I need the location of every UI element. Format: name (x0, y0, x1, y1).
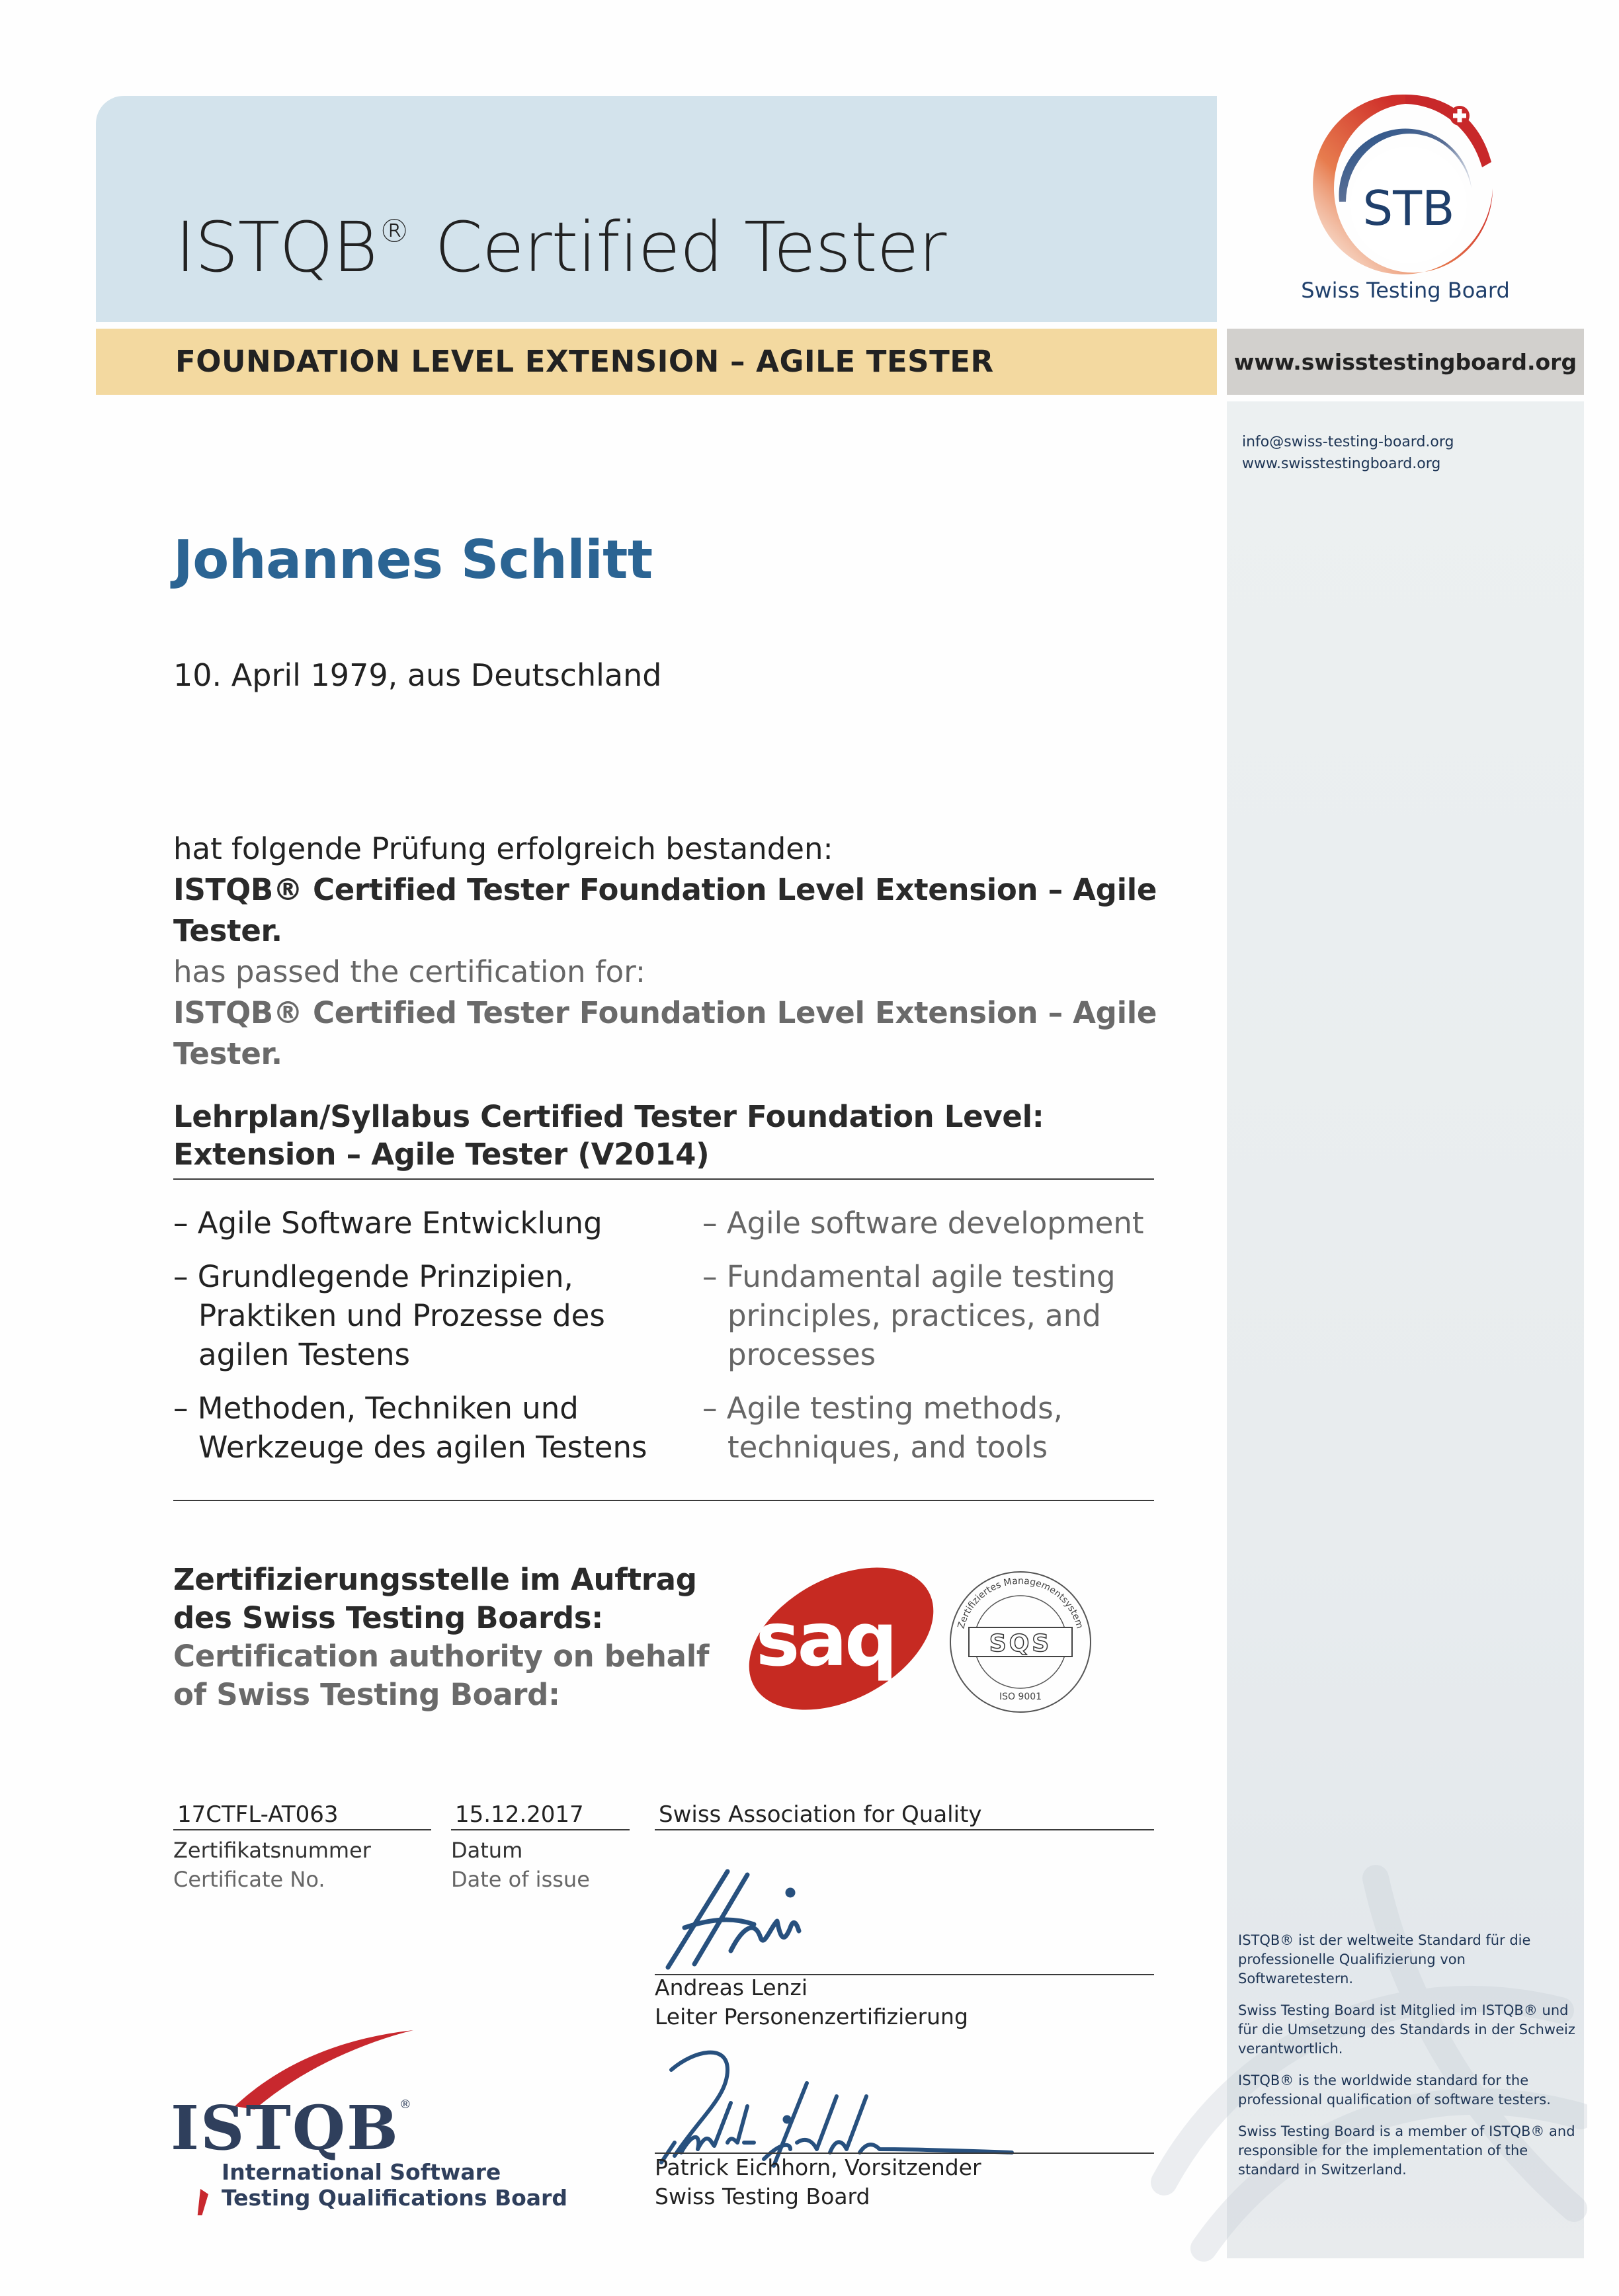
issue-date-label-de: Datum (451, 1838, 523, 1863)
istqb-tagline: International Software Testing Qualifications Board (222, 2159, 567, 2211)
passed-exam-en: ISTQB® Certified Tester Foundation Level Extension – Agile Tester. (173, 995, 1157, 1071)
topic-en-1: – Agile software development (702, 1206, 1144, 1241)
signatory-role: Swiss Testing Board (655, 2184, 870, 2209)
signature-lenzi-icon (655, 1865, 933, 1971)
title-istqb: ISTQB (175, 207, 378, 288)
issuer-name: Swiss Association for Quality (655, 1800, 1154, 1830)
divider (173, 1500, 1154, 1501)
svg-text:ISO 9001: ISO 9001 (999, 1692, 1042, 1702)
syllabus-title-line1: Lehrplan/Syllabus Certified Tester Foundation Level: (173, 1099, 1044, 1134)
certification-authority (173, 1561, 716, 1714)
authority-de-line1: Zertifizierungsstelle im Auftrag (173, 1562, 697, 1597)
authority-de-line2: des Swiss Testing Boards: (173, 1600, 603, 1635)
signatory-name: Patrick Eichhorn, Vorsitzender (655, 2154, 981, 2180)
topic-en-3: – Agile testing methods, techniques, and tools (702, 1391, 1063, 1465)
signatory-eichhorn (655, 2153, 981, 2211)
certificate-title (175, 207, 946, 288)
topic-de-3: – Methoden, Techniken und Werkzeuge des agilen Testens (173, 1391, 647, 1465)
issuer-field (655, 1800, 1154, 1830)
stb-logo-icon (1306, 89, 1505, 281)
svg-text:SQS: SQS (989, 1630, 1052, 1657)
topic-de-1: – Agile Software Entwicklung (173, 1206, 602, 1241)
note-istqb-de: ISTQB® ist der weltweite Standard für die professionelle Qualifizierung von Softwaretestern. (1238, 1932, 1531, 1987)
svg-text:Zertifiziertes Managementsyste: Zertifiziertes Managementsystem (956, 1575, 1085, 1630)
website-link[interactable]: www.swisstestingboard.org (1233, 348, 1577, 375)
sqs-iso-seal-icon (942, 1564, 1098, 1716)
topic-de-2: – Grundlegende Prinzipien, Praktiken und Prozesse des agilen Testens (173, 1259, 605, 1372)
signatory-lenzi (655, 1973, 968, 2031)
topics-english (702, 1204, 1205, 1481)
divider (173, 1178, 1154, 1180)
passed-intro-de: hat folgende Prüfung erfolgreich bestanden: (173, 831, 833, 866)
contact-website[interactable]: www.swisstestingboard.org (1242, 456, 1441, 472)
stb-logo-letters: STB (1362, 181, 1455, 236)
stb-logo-name: Swiss Testing Board (1301, 278, 1510, 303)
title-rest: Certified Tester (435, 207, 946, 288)
saq-logo-text: saq (755, 1597, 895, 1683)
authority-en-line2: of Swiss Testing Board: (173, 1677, 560, 1712)
issue-date-label-en: Date of issue (451, 1867, 590, 1892)
issue-date-field (451, 1800, 630, 1894)
topics-german (173, 1204, 676, 1481)
saq-logo-icon (721, 1561, 946, 1713)
website-band (1227, 329, 1584, 395)
sidebar-notes (1238, 1931, 1575, 2192)
signatory-role: Leiter Personenzertifizierung (655, 2004, 968, 2030)
holder-birth-info: 10. April 1979, aus Deutschland (173, 657, 662, 693)
signature-eichhorn-icon (655, 2043, 1025, 2169)
signatory-name: Andreas Lenzi (655, 1975, 808, 2000)
syllabus-title (173, 1098, 1165, 1173)
contact-email[interactable]: info@swiss-testing-board.org (1242, 434, 1454, 450)
istqb-wordmark: ISTQB® (171, 2092, 413, 2164)
registered-mark: ® (378, 213, 410, 250)
note-stb-en: Swiss Testing Board is a member of ISTQB® and responsible for the implementation of the standard in Switzerland. (1238, 2123, 1575, 2178)
certificate-number: 17CTFL-AT063 (173, 1800, 431, 1830)
sidebar-contact (1242, 431, 1454, 475)
authority-en-line1: Certification authority on behalf (173, 1639, 710, 1674)
syllabus-title-line2: Extension – Agile Tester (V2014) (173, 1137, 710, 1172)
holder-name: Johannes Schlitt (173, 529, 653, 591)
note-stb-de: Swiss Testing Board ist Mitglied im ISTQB® und für die Umsetzung des Standards in der Schweiz verantwortlich. (1238, 2002, 1575, 2057)
topic-en-2: – Fundamental agile testing principles, practices, and processes (702, 1259, 1116, 1372)
passed-statement (173, 829, 1231, 1075)
passed-exam-de: ISTQB® Certified Tester Foundation Level Extension – Agile Tester. (173, 872, 1157, 948)
certificate-subtitle: FOUNDATION LEVEL EXTENSION – AGILE TESTER (175, 344, 994, 379)
note-istqb-en: ISTQB® is the worldwide standard for the professional qualification of software testers. (1238, 2072, 1551, 2108)
issue-date: 15.12.2017 (451, 1800, 630, 1830)
certificate-number-field (173, 1800, 431, 1894)
certificate-number-label-de: Zertifikatsnummer (173, 1838, 371, 1863)
certificate-number-label-en: Certificate No. (173, 1867, 325, 1892)
passed-intro-en: has passed the certification for: (173, 954, 646, 989)
